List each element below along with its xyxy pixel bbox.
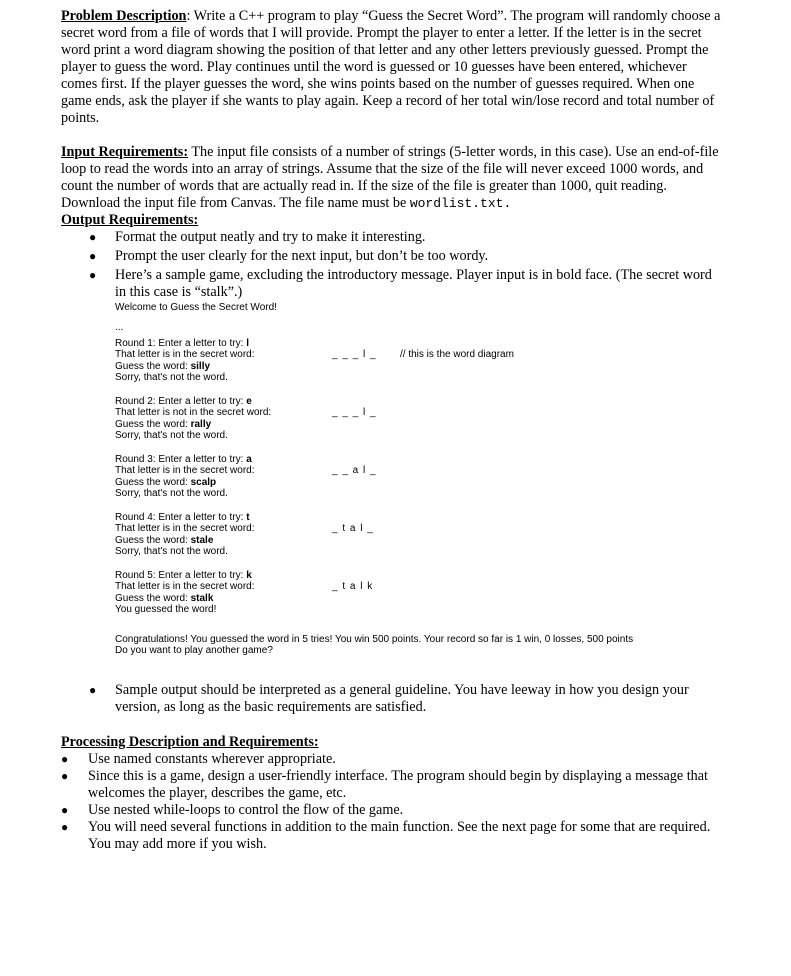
word-diagram: _ t a l k	[332, 580, 374, 592]
bullet-icon: ●	[61, 751, 69, 766]
list-item: ● Since this is a game, design a user-friendly interface. The program should begin by displaying a message that welcomes the player, describes the game, etc.	[61, 767, 708, 801]
processing-heading-text: Processing Description and Requirements:	[61, 733, 319, 750]
problem-heading: Problem Description	[61, 8, 187, 24]
bullet-icon: ●	[89, 682, 97, 697]
bullet-icon: ●	[61, 802, 69, 817]
processing-bullets	[61, 751, 721, 853]
sample-round: Round 4: Enter a letter to try: t That letter is in the secret word: Guess the word: stale Sorry, that's not the word. _ t a l _	[115, 511, 374, 557]
list-item: ● Sample output should be interpreted as a general guideline. You have leeway in how you design your version, as long as the basic requirements are satisfied.	[89, 681, 689, 715]
list-item: ● Here’s a sample game, excluding the introductory message. Player input is in bold face. (The secret word in this case is “stalk”.)	[89, 267, 712, 300]
processing-heading	[61, 734, 721, 751]
document-page	[61, 8, 721, 853]
sample-game	[115, 302, 721, 657]
sample-ellipsis: ...	[115, 321, 124, 333]
input-filename: wordlist.txt.	[409, 196, 512, 211]
bullet-icon: ●	[61, 768, 69, 783]
sample-play-again: Do you want to play another game?	[115, 645, 273, 656]
word-diagram: _ t a l _	[332, 522, 374, 534]
bullet-icon: ●	[89, 230, 97, 244]
output-heading-text: Output Requirements:	[61, 212, 199, 228]
word-diagram: _ _ a l _	[332, 464, 377, 476]
sample-congrats: Congratulations! You guessed the word in 5 tries! You win 500 points. Your record so far is 1 win, 0 losses, 500 points	[115, 633, 634, 645]
input-requirements	[61, 144, 721, 212]
list-item: ● Format the output neatly and try to make it interesting.	[89, 229, 426, 245]
list-item: ● Use nested while-loops to control the flow of the game.	[61, 801, 404, 818]
problem-description	[61, 8, 721, 127]
bullet-icon: ●	[89, 268, 97, 282]
bullet-icon: ●	[89, 249, 97, 263]
output-bullets-last	[61, 682, 721, 716]
list-item: ● You will need several functions in addition to the main function. See the next page for some that are required. You may add more if you wish.	[61, 818, 711, 852]
diagram-note: // this is the word diagram	[400, 348, 514, 360]
output-bullets	[61, 229, 721, 301]
bullet-icon: ●	[61, 819, 69, 834]
sample-round: Round 2: Enter a letter to try: e That letter is not in the secret word: Guess the word: rally Sorry, that's not the word. _ _ _ l _	[115, 395, 377, 441]
sample-round: Round 5: Enter a letter to try: k That letter is in the secret word: Guess the word: stalk You guessed the word! _ t a l k	[115, 569, 374, 615]
input-heading: Input Requirements:	[61, 144, 189, 160]
sample-welcome: Welcome to Guess the Secret Word!	[115, 302, 277, 313]
output-heading	[61, 212, 721, 229]
sample-round: Round 3: Enter a letter to try: a That letter is in the secret word: Guess the word: scalp Sorry, that's not the word. _ _ a l _	[115, 453, 377, 499]
word-diagram: _ _ _ l _	[332, 406, 377, 418]
input-text: The input file consists of a number of strings (5-letter words, in this case). Use an end-of-file loop to read the words into an array of strings. Assume that the size of the file will never exceed 1000 words, and count the number of words that are actually read in. If the size of the file is greater than 1000, quit reading. Download the input file from Canvas. The file name must be	[61, 144, 719, 211]
sample-round: Round 1: Enter a letter to try: l That letter is in the secret word: Guess the word: silly Sorry, that's not the word. _ _ _ l _ // this is the word diagram	[115, 337, 514, 383]
problem-text: : Write a C++ program to play “Guess the Secret Word”. The program will randomly choose a secret word from a file of words that I will provide. Prompt the player to enter a letter. If the letter is in the secret word print a word diagram showing the position of that letter and any other letters previously guessed. Prompt the player to guess the word. Play continues until the word is guessed or 10 guesses have been entered, whichever comes first. If the player guesses the word, she wins points based on the number of guesses required. When one game ends, ask the player if she wants to play again. Keep a record of her total win/lose record and total number of points.	[61, 8, 721, 126]
list-item: ● Prompt the user clearly for the next input, but don’t be too wordy.	[89, 248, 489, 264]
spacer	[61, 127, 721, 144]
word-diagram: _ _ _ l _	[332, 348, 377, 360]
spacer	[61, 718, 721, 735]
list-item: ● Use named constants wherever appropriate.	[61, 750, 336, 767]
